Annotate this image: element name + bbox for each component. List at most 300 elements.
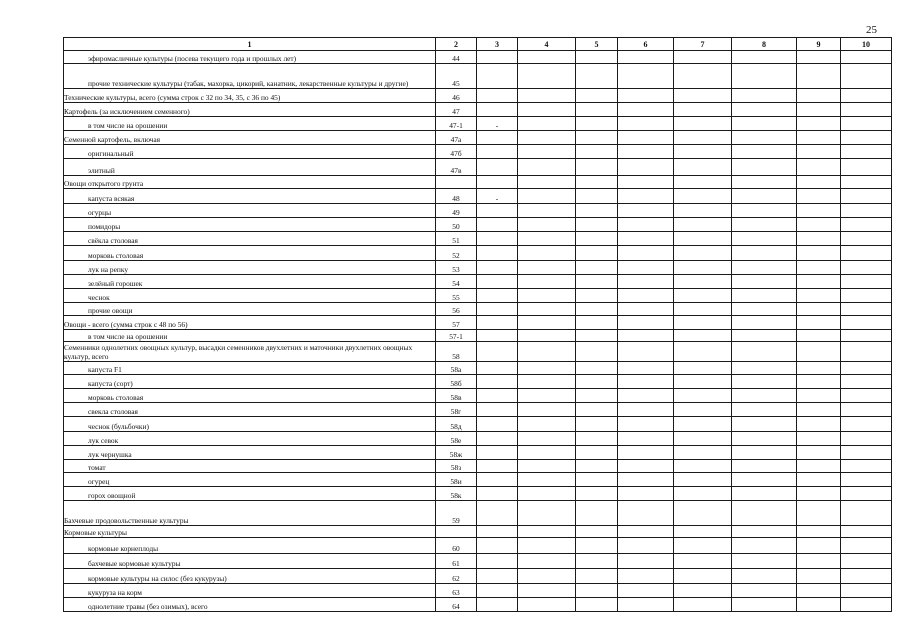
value-cell-col-5[interactable] (576, 159, 618, 176)
value-cell-col-3[interactable] (477, 432, 518, 446)
value-cell-col-6[interactable] (618, 159, 674, 176)
value-cell-col-9[interactable] (797, 51, 841, 64)
value-cell-col-3[interactable] (477, 554, 518, 569)
value-cell-col-7[interactable] (674, 232, 732, 246)
value-cell-col-8[interactable] (732, 218, 797, 232)
value-cell-col-5[interactable] (576, 584, 618, 598)
value-cell-col-10[interactable] (841, 501, 892, 526)
value-cell-col-7[interactable] (674, 89, 732, 103)
value-cell-col-8[interactable] (732, 446, 797, 460)
value-cell-col-8[interactable] (732, 316, 797, 330)
value-cell-col-7[interactable] (674, 330, 732, 342)
value-cell-col-8[interactable] (732, 189, 797, 204)
value-cell-col-3[interactable] (477, 51, 518, 64)
value-cell-col-4[interactable] (518, 103, 576, 117)
value-cell-col-4[interactable] (518, 131, 576, 145)
value-cell-col-4[interactable] (518, 275, 576, 289)
value-cell-col-8[interactable] (732, 362, 797, 375)
value-cell-col-8[interactable] (732, 176, 797, 189)
value-cell-col-8[interactable] (732, 232, 797, 246)
value-cell-col-10[interactable] (841, 145, 892, 159)
value-cell-col-6[interactable] (618, 538, 674, 554)
value-cell-col-8[interactable] (732, 526, 797, 538)
value-cell-col-9[interactable] (797, 89, 841, 103)
value-cell-col-7[interactable] (674, 64, 732, 89)
value-cell-col-3[interactable]: - (477, 189, 518, 204)
value-cell-col-5[interactable] (576, 131, 618, 145)
value-cell-col-10[interactable] (841, 473, 892, 487)
value-cell-col-6[interactable] (618, 117, 674, 131)
value-cell-col-6[interactable] (618, 189, 674, 204)
value-cell-col-7[interactable] (674, 204, 732, 218)
value-cell-col-10[interactable] (841, 289, 892, 303)
value-cell-col-8[interactable] (732, 417, 797, 432)
value-cell-col-4[interactable] (518, 117, 576, 131)
value-cell-col-10[interactable] (841, 275, 892, 289)
value-cell-col-7[interactable] (674, 432, 732, 446)
value-cell-col-5[interactable] (576, 487, 618, 501)
value-cell-col-4[interactable] (518, 89, 576, 103)
value-cell-col-3[interactable] (477, 460, 518, 473)
value-cell-col-8[interactable] (732, 51, 797, 64)
value-cell-col-9[interactable] (797, 403, 841, 417)
value-cell-col-4[interactable] (518, 432, 576, 446)
value-cell-col-10[interactable] (841, 204, 892, 218)
value-cell-col-6[interactable] (618, 145, 674, 159)
value-cell-col-7[interactable] (674, 246, 732, 261)
value-cell-col-9[interactable] (797, 64, 841, 89)
value-cell-col-5[interactable] (576, 526, 618, 538)
value-cell-col-5[interactable] (576, 261, 618, 275)
value-cell-col-3[interactable] (477, 218, 518, 232)
value-cell-col-3[interactable] (477, 103, 518, 117)
value-cell-col-3[interactable] (477, 501, 518, 526)
value-cell-col-9[interactable] (797, 189, 841, 204)
value-cell-col-8[interactable] (732, 375, 797, 389)
value-cell-col-9[interactable] (797, 598, 841, 612)
value-cell-col-5[interactable] (576, 460, 618, 473)
value-cell-col-10[interactable] (841, 131, 892, 145)
value-cell-col-3[interactable] (477, 403, 518, 417)
value-cell-col-10[interactable] (841, 362, 892, 375)
value-cell-col-6[interactable] (618, 569, 674, 584)
value-cell-col-10[interactable] (841, 303, 892, 316)
value-cell-col-9[interactable] (797, 117, 841, 131)
value-cell-col-7[interactable] (674, 275, 732, 289)
value-cell-col-7[interactable] (674, 554, 732, 569)
value-cell-col-3[interactable]: - (477, 117, 518, 131)
value-cell-col-5[interactable] (576, 501, 618, 526)
value-cell-col-3[interactable] (477, 389, 518, 403)
value-cell-col-4[interactable] (518, 460, 576, 473)
value-cell-col-5[interactable] (576, 473, 618, 487)
value-cell-col-7[interactable] (674, 460, 732, 473)
value-cell-col-8[interactable] (732, 303, 797, 316)
value-cell-col-5[interactable] (576, 554, 618, 569)
value-cell-col-10[interactable] (841, 487, 892, 501)
value-cell-col-8[interactable] (732, 554, 797, 569)
value-cell-col-5[interactable] (576, 316, 618, 330)
value-cell-col-7[interactable] (674, 598, 732, 612)
value-cell-col-4[interactable] (518, 342, 576, 362)
value-cell-col-6[interactable] (618, 460, 674, 473)
value-cell-col-5[interactable] (576, 403, 618, 417)
value-cell-col-4[interactable] (518, 554, 576, 569)
value-cell-col-6[interactable] (618, 64, 674, 89)
value-cell-col-7[interactable] (674, 189, 732, 204)
value-cell-col-7[interactable] (674, 176, 732, 189)
value-cell-col-4[interactable] (518, 289, 576, 303)
value-cell-col-3[interactable] (477, 204, 518, 218)
value-cell-col-9[interactable] (797, 275, 841, 289)
value-cell-col-3[interactable] (477, 246, 518, 261)
value-cell-col-3[interactable] (477, 232, 518, 246)
value-cell-col-4[interactable] (518, 330, 576, 342)
value-cell-col-6[interactable] (618, 232, 674, 246)
value-cell-col-10[interactable] (841, 176, 892, 189)
value-cell-col-9[interactable] (797, 501, 841, 526)
value-cell-col-6[interactable] (618, 554, 674, 569)
value-cell-col-5[interactable] (576, 362, 618, 375)
value-cell-col-8[interactable] (732, 487, 797, 501)
value-cell-col-10[interactable] (841, 342, 892, 362)
value-cell-col-10[interactable] (841, 538, 892, 554)
value-cell-col-8[interactable] (732, 131, 797, 145)
value-cell-col-4[interactable] (518, 64, 576, 89)
value-cell-col-4[interactable] (518, 145, 576, 159)
value-cell-col-4[interactable] (518, 362, 576, 375)
value-cell-col-3[interactable] (477, 584, 518, 598)
value-cell-col-9[interactable] (797, 487, 841, 501)
value-cell-col-6[interactable] (618, 375, 674, 389)
value-cell-col-10[interactable] (841, 598, 892, 612)
value-cell-col-3[interactable] (477, 487, 518, 501)
value-cell-col-6[interactable] (618, 89, 674, 103)
value-cell-col-3[interactable] (477, 526, 518, 538)
value-cell-col-10[interactable] (841, 417, 892, 432)
value-cell-col-3[interactable] (477, 446, 518, 460)
value-cell-col-9[interactable] (797, 569, 841, 584)
value-cell-col-8[interactable] (732, 389, 797, 403)
value-cell-col-8[interactable] (732, 598, 797, 612)
value-cell-col-10[interactable] (841, 584, 892, 598)
value-cell-col-5[interactable] (576, 176, 618, 189)
value-cell-col-6[interactable] (618, 584, 674, 598)
value-cell-col-7[interactable] (674, 362, 732, 375)
value-cell-col-7[interactable] (674, 473, 732, 487)
value-cell-col-8[interactable] (732, 569, 797, 584)
value-cell-col-9[interactable] (797, 417, 841, 432)
value-cell-col-8[interactable] (732, 117, 797, 131)
value-cell-col-8[interactable] (732, 432, 797, 446)
value-cell-col-3[interactable] (477, 145, 518, 159)
value-cell-col-9[interactable] (797, 289, 841, 303)
value-cell-col-7[interactable] (674, 501, 732, 526)
value-cell-col-9[interactable] (797, 261, 841, 275)
value-cell-col-8[interactable] (732, 275, 797, 289)
value-cell-col-7[interactable] (674, 303, 732, 316)
value-cell-col-7[interactable] (674, 51, 732, 64)
value-cell-col-10[interactable] (841, 460, 892, 473)
value-cell-col-10[interactable] (841, 51, 892, 64)
value-cell-col-6[interactable] (618, 362, 674, 375)
value-cell-col-8[interactable] (732, 501, 797, 526)
value-cell-col-3[interactable] (477, 316, 518, 330)
value-cell-col-5[interactable] (576, 204, 618, 218)
value-cell-col-3[interactable] (477, 89, 518, 103)
value-cell-col-8[interactable] (732, 538, 797, 554)
value-cell-col-5[interactable] (576, 218, 618, 232)
value-cell-col-7[interactable] (674, 218, 732, 232)
value-cell-col-6[interactable] (618, 131, 674, 145)
value-cell-col-7[interactable] (674, 526, 732, 538)
value-cell-col-8[interactable] (732, 584, 797, 598)
value-cell-col-5[interactable] (576, 64, 618, 89)
value-cell-col-4[interactable] (518, 487, 576, 501)
value-cell-col-6[interactable] (618, 261, 674, 275)
value-cell-col-4[interactable] (518, 403, 576, 417)
value-cell-col-8[interactable] (732, 64, 797, 89)
value-cell-col-10[interactable] (841, 64, 892, 89)
value-cell-col-9[interactable] (797, 316, 841, 330)
value-cell-col-9[interactable] (797, 389, 841, 403)
value-cell-col-5[interactable] (576, 342, 618, 362)
value-cell-col-5[interactable] (576, 303, 618, 316)
value-cell-col-9[interactable] (797, 584, 841, 598)
value-cell-col-4[interactable] (518, 473, 576, 487)
value-cell-col-4[interactable] (518, 501, 576, 526)
value-cell-col-4[interactable] (518, 569, 576, 584)
value-cell-col-8[interactable] (732, 330, 797, 342)
value-cell-col-8[interactable] (732, 460, 797, 473)
value-cell-col-10[interactable] (841, 330, 892, 342)
value-cell-col-9[interactable] (797, 232, 841, 246)
value-cell-col-7[interactable] (674, 159, 732, 176)
value-cell-col-4[interactable] (518, 303, 576, 316)
value-cell-col-6[interactable] (618, 303, 674, 316)
value-cell-col-6[interactable] (618, 403, 674, 417)
value-cell-col-9[interactable] (797, 218, 841, 232)
value-cell-col-5[interactable] (576, 598, 618, 612)
value-cell-col-4[interactable] (518, 375, 576, 389)
value-cell-col-9[interactable] (797, 342, 841, 362)
value-cell-col-5[interactable] (576, 117, 618, 131)
value-cell-col-5[interactable] (576, 446, 618, 460)
value-cell-col-5[interactable] (576, 330, 618, 342)
value-cell-col-5[interactable] (576, 389, 618, 403)
value-cell-col-9[interactable] (797, 145, 841, 159)
value-cell-col-10[interactable] (841, 103, 892, 117)
value-cell-col-6[interactable] (618, 246, 674, 261)
value-cell-col-9[interactable] (797, 159, 841, 176)
value-cell-col-3[interactable] (477, 598, 518, 612)
value-cell-col-4[interactable] (518, 598, 576, 612)
value-cell-col-4[interactable] (518, 389, 576, 403)
value-cell-col-7[interactable] (674, 584, 732, 598)
value-cell-col-8[interactable] (732, 204, 797, 218)
value-cell-col-9[interactable] (797, 362, 841, 375)
value-cell-col-7[interactable] (674, 342, 732, 362)
value-cell-col-5[interactable] (576, 246, 618, 261)
value-cell-col-4[interactable] (518, 232, 576, 246)
value-cell-col-4[interactable] (518, 538, 576, 554)
value-cell-col-6[interactable] (618, 417, 674, 432)
value-cell-col-5[interactable] (576, 432, 618, 446)
value-cell-col-4[interactable] (518, 246, 576, 261)
value-cell-col-10[interactable] (841, 117, 892, 131)
value-cell-col-3[interactable] (477, 131, 518, 145)
value-cell-col-8[interactable] (732, 342, 797, 362)
value-cell-col-10[interactable] (841, 526, 892, 538)
value-cell-col-7[interactable] (674, 261, 732, 275)
value-cell-col-3[interactable] (477, 275, 518, 289)
value-cell-col-8[interactable] (732, 403, 797, 417)
value-cell-col-9[interactable] (797, 204, 841, 218)
value-cell-col-7[interactable] (674, 389, 732, 403)
value-cell-col-6[interactable] (618, 598, 674, 612)
value-cell-col-9[interactable] (797, 246, 841, 261)
value-cell-col-8[interactable] (732, 289, 797, 303)
value-cell-col-4[interactable] (518, 176, 576, 189)
value-cell-col-3[interactable] (477, 375, 518, 389)
value-cell-col-9[interactable] (797, 554, 841, 569)
value-cell-col-5[interactable] (576, 375, 618, 389)
value-cell-col-9[interactable] (797, 460, 841, 473)
value-cell-col-7[interactable] (674, 487, 732, 501)
value-cell-col-7[interactable] (674, 417, 732, 432)
value-cell-col-3[interactable] (477, 289, 518, 303)
value-cell-col-6[interactable] (618, 176, 674, 189)
value-cell-col-10[interactable] (841, 232, 892, 246)
value-cell-col-10[interactable] (841, 375, 892, 389)
value-cell-col-3[interactable] (477, 330, 518, 342)
value-cell-col-6[interactable] (618, 473, 674, 487)
value-cell-col-5[interactable] (576, 289, 618, 303)
value-cell-col-9[interactable] (797, 473, 841, 487)
value-cell-col-5[interactable] (576, 538, 618, 554)
value-cell-col-5[interactable] (576, 569, 618, 584)
value-cell-col-10[interactable] (841, 316, 892, 330)
value-cell-col-3[interactable] (477, 303, 518, 316)
value-cell-col-6[interactable] (618, 487, 674, 501)
value-cell-col-9[interactable] (797, 446, 841, 460)
value-cell-col-10[interactable] (841, 218, 892, 232)
value-cell-col-10[interactable] (841, 159, 892, 176)
value-cell-col-10[interactable] (841, 432, 892, 446)
value-cell-col-3[interactable] (477, 64, 518, 89)
value-cell-col-9[interactable] (797, 303, 841, 316)
value-cell-col-5[interactable] (576, 51, 618, 64)
value-cell-col-4[interactable] (518, 316, 576, 330)
value-cell-col-9[interactable] (797, 526, 841, 538)
value-cell-col-8[interactable] (732, 89, 797, 103)
value-cell-col-8[interactable] (732, 473, 797, 487)
value-cell-col-6[interactable] (618, 204, 674, 218)
value-cell-col-5[interactable] (576, 275, 618, 289)
value-cell-col-10[interactable] (841, 403, 892, 417)
value-cell-col-3[interactable] (477, 417, 518, 432)
value-cell-col-3[interactable] (477, 473, 518, 487)
value-cell-col-6[interactable] (618, 218, 674, 232)
value-cell-col-9[interactable] (797, 131, 841, 145)
value-cell-col-10[interactable] (841, 89, 892, 103)
value-cell-col-6[interactable] (618, 51, 674, 64)
value-cell-col-8[interactable] (732, 159, 797, 176)
value-cell-col-6[interactable] (618, 526, 674, 538)
value-cell-col-7[interactable] (674, 117, 732, 131)
value-cell-col-6[interactable] (618, 103, 674, 117)
value-cell-col-7[interactable] (674, 289, 732, 303)
value-cell-col-5[interactable] (576, 417, 618, 432)
value-cell-col-4[interactable] (518, 526, 576, 538)
value-cell-col-4[interactable] (518, 51, 576, 64)
value-cell-col-7[interactable] (674, 103, 732, 117)
value-cell-col-7[interactable] (674, 145, 732, 159)
value-cell-col-6[interactable] (618, 275, 674, 289)
value-cell-col-6[interactable] (618, 289, 674, 303)
value-cell-col-3[interactable] (477, 261, 518, 275)
value-cell-col-7[interactable] (674, 403, 732, 417)
value-cell-col-7[interactable] (674, 131, 732, 145)
value-cell-col-6[interactable] (618, 342, 674, 362)
value-cell-col-10[interactable] (841, 189, 892, 204)
value-cell-col-10[interactable] (841, 446, 892, 460)
value-cell-col-5[interactable] (576, 232, 618, 246)
value-cell-col-6[interactable] (618, 446, 674, 460)
value-cell-col-10[interactable] (841, 246, 892, 261)
value-cell-col-9[interactable] (797, 103, 841, 117)
value-cell-col-7[interactable] (674, 446, 732, 460)
value-cell-col-6[interactable] (618, 316, 674, 330)
value-cell-col-7[interactable] (674, 316, 732, 330)
value-cell-col-9[interactable] (797, 432, 841, 446)
value-cell-col-6[interactable] (618, 432, 674, 446)
value-cell-col-10[interactable] (841, 389, 892, 403)
value-cell-col-3[interactable] (477, 538, 518, 554)
value-cell-col-9[interactable] (797, 538, 841, 554)
value-cell-col-10[interactable] (841, 261, 892, 275)
value-cell-col-6[interactable] (618, 501, 674, 526)
value-cell-col-8[interactable] (732, 261, 797, 275)
value-cell-col-10[interactable] (841, 554, 892, 569)
value-cell-col-4[interactable] (518, 261, 576, 275)
value-cell-col-4[interactable] (518, 584, 576, 598)
value-cell-col-10[interactable] (841, 569, 892, 584)
value-cell-col-6[interactable] (618, 330, 674, 342)
value-cell-col-7[interactable] (674, 538, 732, 554)
value-cell-col-4[interactable] (518, 189, 576, 204)
value-cell-col-5[interactable] (576, 103, 618, 117)
value-cell-col-8[interactable] (732, 246, 797, 261)
value-cell-col-3[interactable] (477, 176, 518, 189)
value-cell-col-9[interactable] (797, 375, 841, 389)
value-cell-col-4[interactable] (518, 218, 576, 232)
value-cell-col-4[interactable] (518, 417, 576, 432)
value-cell-col-4[interactable] (518, 446, 576, 460)
value-cell-col-8[interactable] (732, 145, 797, 159)
value-cell-col-7[interactable] (674, 569, 732, 584)
value-cell-col-3[interactable] (477, 159, 518, 176)
value-cell-col-8[interactable] (732, 103, 797, 117)
value-cell-col-6[interactable] (618, 389, 674, 403)
value-cell-col-3[interactable] (477, 569, 518, 584)
value-cell-col-9[interactable] (797, 176, 841, 189)
value-cell-col-4[interactable] (518, 204, 576, 218)
value-cell-col-7[interactable] (674, 375, 732, 389)
value-cell-col-3[interactable] (477, 342, 518, 362)
value-cell-col-4[interactable] (518, 159, 576, 176)
value-cell-col-5[interactable] (576, 145, 618, 159)
